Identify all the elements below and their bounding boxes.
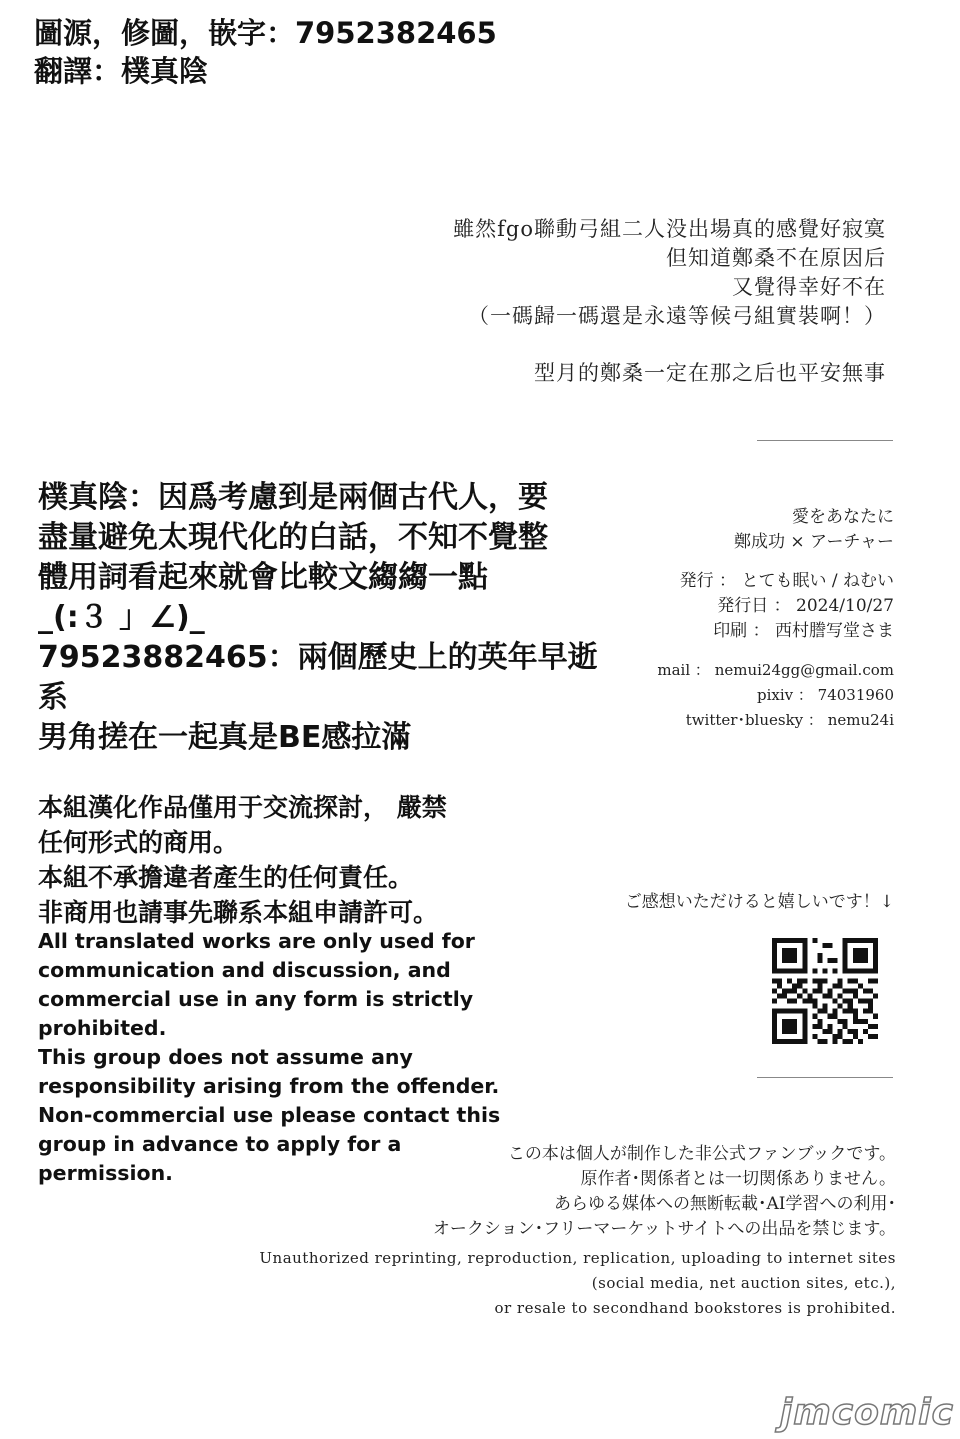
- contact-twitter: twitter･bluesky ： nemu24i: [685, 711, 894, 729]
- disclaimer-zh-line: 非商用也請事先聯系本組申請許可。: [38, 898, 439, 927]
- author-note-line: 又覺得幸好不在: [732, 275, 886, 299]
- publisher: 発行 ： とても眠い / ねむい: [679, 571, 894, 591]
- feedback-text: ご感想いただけると嬉しいです！↓: [624, 892, 894, 912]
- divider: [757, 1077, 893, 1078]
- notice-en-line: or resale to secondhand bookstores is prohibited.: [494, 1299, 896, 1317]
- printer: 印刷 ： 西村謄写堂さま: [713, 621, 894, 641]
- credits-line: 圖源，修圖，嵌字：7952382465: [34, 16, 497, 50]
- disclaimer-zh: [38, 790, 447, 930]
- colophon: [657, 505, 894, 733]
- disclaimer-en-line: commercial use in any form is strictly: [38, 987, 474, 1011]
- disclaimer-zh-line: 本組漢化作品僅用于交流探討， 嚴禁: [38, 793, 447, 822]
- translator-note-line: 79523882465：兩個歷史上的英年早逝系: [38, 640, 598, 715]
- translator-note-line: _(:３ 」∠)_: [38, 600, 205, 635]
- translator-note-line: 體用詞看起來就會比較文縐縐一點: [38, 560, 488, 595]
- disclaimer-en-line: Non-commercial use please contact this: [38, 1103, 501, 1127]
- translator-notes: [38, 478, 618, 758]
- notice-en: [259, 1246, 896, 1321]
- notice-jp-line: オークション･フリーマーケットサイトへの出品を禁じます。: [432, 1219, 896, 1239]
- disclaimer-en-line: This group does not assume any: [38, 1045, 413, 1069]
- translator-note-line: 盡量避免太現代化的白話，不知不覺整: [38, 520, 548, 555]
- credits-line: 翻譯：樸真陰: [34, 54, 209, 88]
- disclaimer-en-line: group in advance to apply for a: [38, 1132, 402, 1156]
- watermark-logo: jmcomic: [779, 1392, 954, 1433]
- disclaimer-zh-line: 本組不承擔違者產生的任何責任。: [38, 863, 414, 892]
- contact-pixiv: pixiv ： 74031960: [756, 686, 894, 704]
- author-note: [453, 215, 886, 388]
- publish-date: 発行日 ： 2024/10/27: [717, 596, 894, 616]
- notice-jp-line: この本は個人が制作した非公式ファンブックです。: [507, 1144, 896, 1164]
- translator-note-line: 樸真陰：因爲考慮到是兩個古代人，要: [38, 480, 548, 515]
- divider: [757, 440, 893, 441]
- disclaimer-en-line: communication and discussion, and: [38, 958, 451, 982]
- author-note-line: （一碼歸一碼還是永遠等候弓組實裝啊！）: [468, 304, 886, 328]
- translator-note-line: 男角搓在一起真是BE感拉滿: [38, 720, 412, 755]
- notice-jp-line: 原作者･関係者とは一切関係ありません。: [580, 1169, 896, 1189]
- book-pairing: 鄭成功 × アーチャー: [733, 532, 894, 552]
- notice-jp-line: あらゆる媒体への無断転載･AI学習への利用･: [554, 1194, 896, 1214]
- book-title: 愛をあなたに: [792, 507, 894, 527]
- qr-code-icon[interactable]: [772, 938, 878, 1044]
- author-note-line: 雖然fgo聯動弓組二人没出場真的感覺好寂寞: [453, 217, 886, 241]
- notice-en-line: Unauthorized reprinting, reproduction, replication, uploading to internet sites: [259, 1249, 896, 1267]
- disclaimer-en-line: responsibility arising from the offender.: [38, 1074, 500, 1098]
- disclaimer-en-line: prohibited.: [38, 1016, 167, 1040]
- disclaimer-zh-line: 任何形式的商用。: [38, 828, 239, 857]
- disclaimer-en-line: permission.: [38, 1161, 173, 1185]
- credits-block: [34, 14, 497, 90]
- author-note-line: 但知道鄭桑不在原因后: [666, 246, 886, 270]
- notice-en-line: (social media, net auction sites, etc.),: [591, 1274, 896, 1292]
- disclaimer-en-line: All translated works are only used for: [38, 929, 475, 953]
- contact-mail: mail ： nemui24gg@gmail.com: [657, 661, 894, 679]
- notice-jp: [433, 1142, 896, 1242]
- author-note-closing: 型月的鄭桑一定在那之后也平安無事: [534, 361, 886, 385]
